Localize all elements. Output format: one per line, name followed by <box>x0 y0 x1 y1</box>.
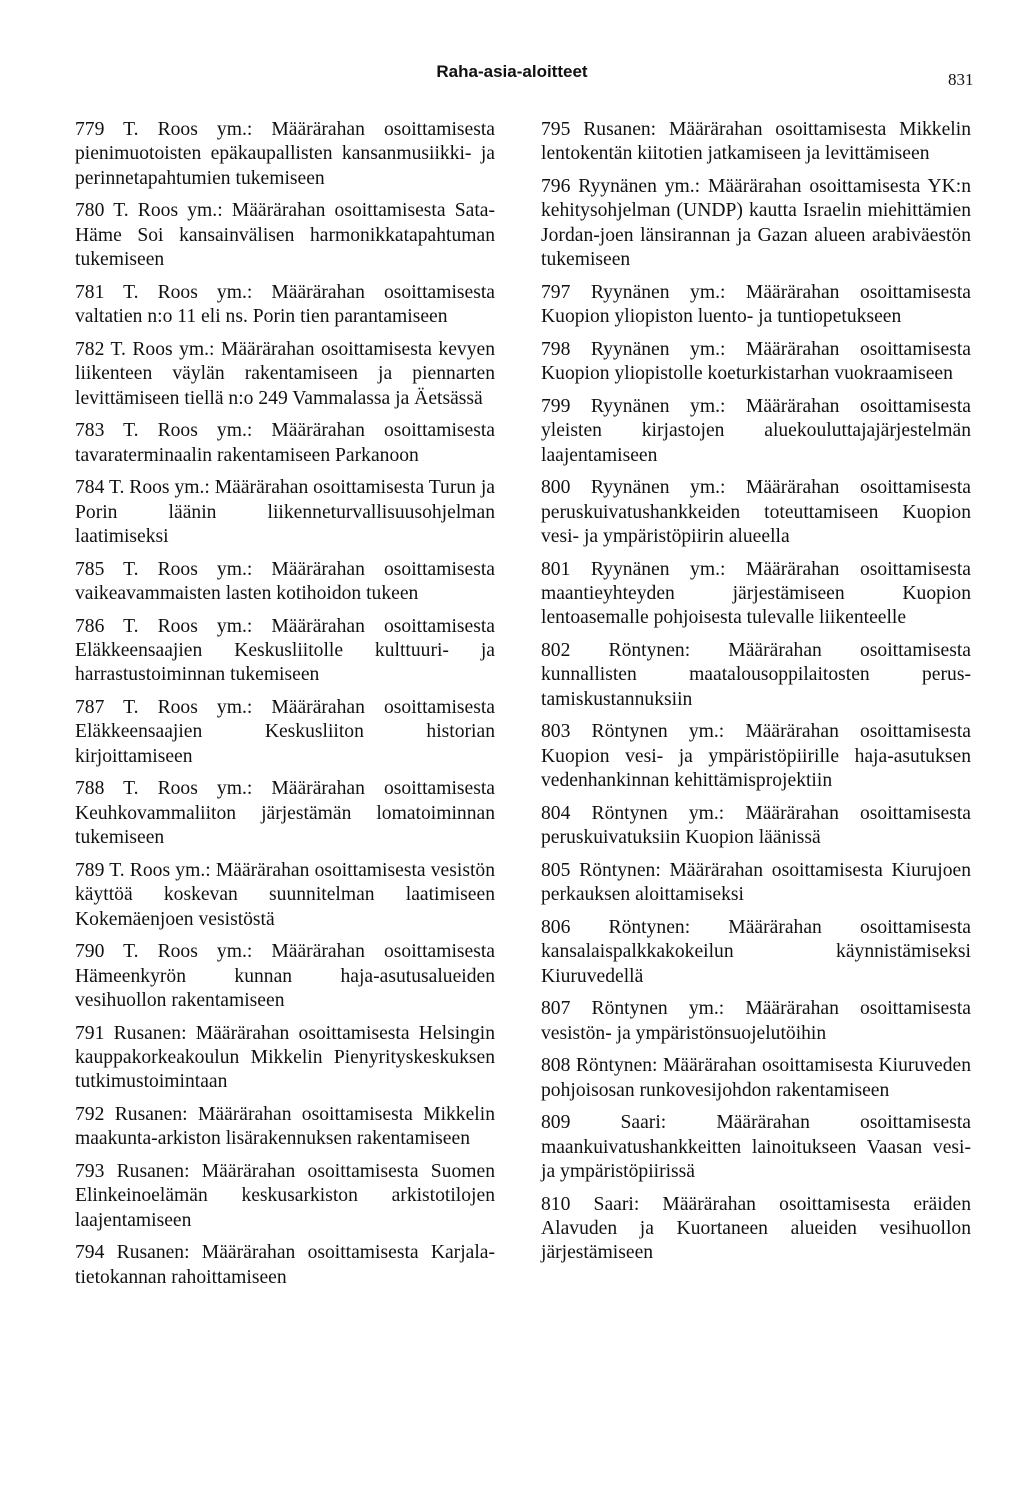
list-item: 794 Rusanen: Määrärahan osoittamisesta Karjala-tietokannan rahoittamiseen <box>75 1242 495 1288</box>
list-item: 790 T. Roos ym.: Määrärahan osoittamisesta Hämeenkyrön kunnan haja-asutusalueiden vesihuollon rakentamiseen <box>75 941 495 1012</box>
list-item: 796 Ryynänen ym.: Määrärahan osoittamisesta YK:n kehitysohjelman (UNDP) kautta Israelin miehittämien Jordan-joen länsirannan ja Gazan alueen arabiväestön tukemiseen <box>541 176 971 271</box>
list-item: 798 Ryynänen ym.: Määrärahan osoittamisesta Kuopion yliopistolle koeturkistarhan vuokraamiseen <box>541 338 971 385</box>
list-item: 808 Röntynen: Määrärahan osoittamisesta Kiuruveden pohjoisosan runkovesijohdon rakentamiseen <box>541 1055 971 1101</box>
list-item: 797 Ryynänen ym.: Määrärahan osoittamisesta Kuopion yliopiston luento- ja tuntiopetukseen <box>541 281 971 328</box>
list-item: 801 Ryynänen ym.: Määrärahan osoittamisesta maantieyhteyden järjestämiseen Kuopion lentoasemalle pohjoisesta tulevalle liikenteelle <box>541 558 971 629</box>
list-item: 802 Röntynen: Määrärahan osoittamisesta kunnallisten maatalousoppilaitosten perustamiskustannuksiin <box>541 640 971 710</box>
list-item: 805 Röntynen: Määrärahan osoittamisesta Kiurujoen perkauksen aloittamiseksi <box>541 859 971 906</box>
list-item: 781 T. Roos ym.: Määrärahan osoittamisesta valtatien n:o 11 eli ns. Porin tien parantamiseen <box>75 281 495 328</box>
right-column <box>541 118 971 1274</box>
list-item: 793 Rusanen: Määrärahan osoittamisesta Suomen Elinkeinoelämän keskusarkiston arkistotilojen laajentamiseen <box>75 1161 495 1231</box>
list-item: 787 T. Roos ym.: Määrärahan osoittamisesta Eläkkeensaajien Keskusliiton historian kirjoittamiseen <box>75 697 495 767</box>
list-item: 807 Röntynen ym.: Määrärahan osoittamisesta vesistön- ja ympäristönsuojelutöihin <box>541 998 971 1044</box>
list-item: 784 T. Roos ym.: Määrärahan osoittamisesta Turun ja Porin läänin liikenneturvallisuusohjelman laatimiseksi <box>75 477 495 548</box>
list-item: 791 Rusanen: Määrärahan osoittamisesta Helsingin kauppakorkeakoulun Mikkelin Pienyrityskeskuksen tutkimustoimintaan <box>75 1022 495 1093</box>
list-item: 789 T. Roos ym.: Määrärahan osoittamisesta vesistön käyttöä koskevan suunnitelman laatimiseen Kokemäenjoen vesistöstä <box>75 859 495 930</box>
list-item: 800 Ryynänen ym.: Määrärahan osoittamisesta peruskuivatushankkeiden toteuttamiseen Kuopion vesi- ja ympäristöpiirin alueella <box>541 477 971 548</box>
list-item: 792 Rusanen: Määrärahan osoittamisesta Mikkelin maakunta-arkiston lisärakennuksen rakentamiseen <box>75 1104 495 1150</box>
running-title: Raha-asia-aloitteet <box>436 62 588 81</box>
list-item: 779 T. Roos ym.: Määrärahan osoittamisesta pienimuotoisten epäkaupallisten kansanmusiikki- ja perinnetapahtumien tukemiseen <box>75 119 495 189</box>
left-column <box>75 118 495 1298</box>
list-item: 804 Röntynen ym.: Määrärahan osoittamisesta peruskuivatuksiin Kuopion läänissä <box>541 802 971 849</box>
list-item: 795 Rusanen: Määrärahan osoittamisesta Mikkelin lentokentän kiitotien jatkamiseen ja levittämiseen <box>541 119 971 165</box>
list-item: 799 Ryynänen ym.: Määrärahan osoittamisesta yleisten kirjastojen aluekouluttajajärjestelmän laajentamiseen <box>541 395 971 466</box>
list-item: 783 T. Roos ym.: Määrärahan osoittamisesta tavaraterminaalin rakentamiseen Parkanoon <box>75 420 495 466</box>
page-number: 831 <box>948 70 974 89</box>
list-item: 782 T. Roos ym.: Määrärahan osoittamisesta kevyen liikenteen väylän rakentamiseen ja piennarten levittämiseen tiellä n:o 249 Vammalassa ja Äetsässä <box>75 338 495 409</box>
list-item: 806 Röntynen: Määrärahan osoittamisesta kansalaispalkkakokeilun käynnistämiseksi Kiuruvedellä <box>541 916 971 987</box>
list-item: 780 T. Roos ym.: Määrärahan osoittamisesta Sata-Häme Soi kansainvälisen harmonikkatapahtuman tukemiseen <box>75 200 495 271</box>
list-item: 788 T. Roos ym.: Määrärahan osoittamisesta Keuhkovammaliiton järjestämän lomatoiminnan tukemiseen <box>75 778 495 849</box>
list-item: 809 Saari: Määrärahan osoittamisesta maankuivatushankkeitten lainoitukseen Vaasan vesi- ja ympäristöpiirissä <box>541 1112 971 1183</box>
page-header <box>0 58 1024 88</box>
list-item: 810 Saari: Määrärahan osoittamisesta eräiden Alavuden ja Kuortaneen alueiden vesihuollon järjestämiseen <box>541 1193 971 1264</box>
list-item: 803 Röntynen ym.: Määrärahan osoittamisesta Kuopion vesi- ja ympäristöpiirille haja-asutuksen vedenhankinnan kehittämisprojektiin <box>541 721 971 792</box>
list-item: 785 T. Roos ym.: Määrärahan osoittamisesta vaikeavammaisten lasten kotihoidon tukeen <box>75 558 495 605</box>
list-item: 786 T. Roos ym.: Määrärahan osoittamisesta Eläkkeensaajien Keskusliitolle kulttuuri- ja harrastustoiminnan tukemiseen <box>75 615 495 686</box>
